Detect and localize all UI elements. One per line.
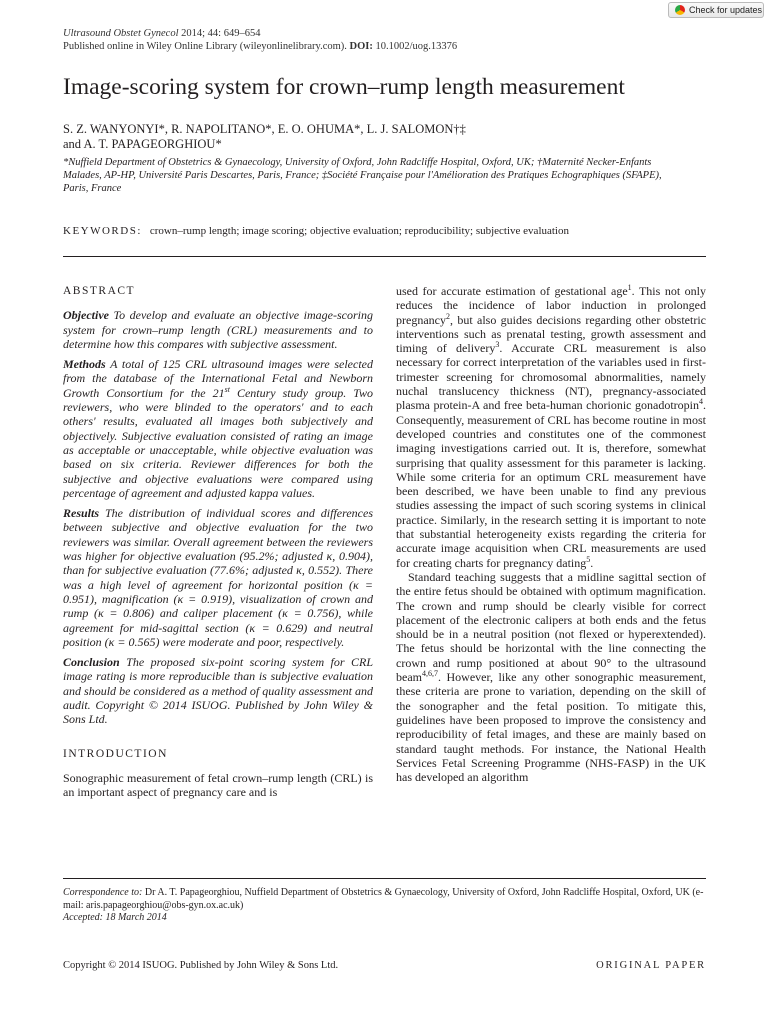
citation-ref-4-6-7[interactable]: 4,6,7 <box>422 669 438 679</box>
methods-superscript: st <box>224 384 230 394</box>
citation-ref-5[interactable]: 5 <box>586 554 591 564</box>
abstract-heading: ABSTRACT <box>63 285 136 297</box>
p1-text-e: . Consequently, measurement of CRL has become routine in most developed countries and constitutes one of the commonest imaging investigations carried out. It is, therefore, somewhat surprising that quality assessment for this parameter is lacking. While some criteria for an optimum CRL measurement have been described, we have been unable to find any previous studies assessing the impact of such scoring systems in clinical practice. Similarly, in the research setting it is important to note that substantial heterogeneity exists regarding the criteria for accurate image acquisition when CRL measurements are used for creating charts for pregnancy dating <box>396 398 706 570</box>
results-label: Results <box>63 506 100 521</box>
doi-link[interactable]: 10.1002/uog.13376 <box>372 41 458 52</box>
header-divider <box>63 256 706 257</box>
abstract-conclusion <box>63 655 373 726</box>
correspondence-note <box>63 887 708 925</box>
p1-text-f: . <box>590 555 594 570</box>
citation-ref-3[interactable]: 3 <box>495 340 500 350</box>
author-list <box>63 122 466 152</box>
correspondence-label: Correspondence to: <box>63 887 143 898</box>
check-for-updates-label: Check for updates <box>689 5 763 15</box>
accepted-date: Accepted: 18 March 2014 <box>63 912 167 923</box>
correspondence-text: Dr A. T. Papageorghiou, Nuffield Department of Obstetrics & Gynaecology, University of Oxford, John Radcliffe Hospital, Oxford, UK (e-mail: aris.papageorghiou@obs-gyn.ox.ac.uk) <box>63 887 704 911</box>
p1-text-a: used for accurate estimation of gestational age <box>396 284 628 298</box>
citation-ref-1[interactable]: 1 <box>627 283 632 292</box>
authors-line-1: S. Z. WANYONYI*, R. NAPOLITANO*, E. O. OHUMA*, L. J. SALOMON†‡ <box>63 122 466 136</box>
correspondence-block <box>63 887 708 912</box>
paper-type-label: ORIGINAL PAPER <box>596 960 706 971</box>
journal-citation <box>63 27 260 40</box>
citation-ref-4[interactable]: 4 <box>699 397 703 407</box>
abstract-results <box>63 506 373 649</box>
p2-text-a: Standard teaching suggests that a midline sagittal section of the entire fetus should be obtained with optimum magnification. The crown and rump should be clearly visible for correct placement of the electronic calipers at both ends and the fetus should be in a neutral position (not flexed or hyperextended). The fetus should be horizontal with the line connecting the crown and rump positioned at about 90° to the ultrasound beam <box>396 569 706 685</box>
copyright-footer: Copyright © 2014 ISUOG. Published by John Wiley & Sons Ltd. <box>63 960 339 971</box>
p2-text-b: . However, like any other sonographic measurement, these criteria are prone to variation, depending on the skill of the sonographer and the fetal position. To mitigate this, guidelines have been proposed to improve the consistency and reproducibility of fetal images, and these are mainly based on standard taught methods. For instance, the National Health Services Fetal Screening Programme (NHS-FASP) in the UK has developed an algorithm <box>396 670 706 785</box>
keywords-label: KEYWORDS: <box>63 225 142 237</box>
left-column <box>63 284 373 806</box>
doi-label: DOI: <box>349 41 373 52</box>
intro-paragraph-2 <box>396 570 706 784</box>
keywords-list: crown–rump length; image scoring; objective evaluation; reproducibility; subjective evaluation <box>149 225 569 237</box>
citation-ref-2[interactable]: 2 <box>445 311 450 321</box>
keywords-line <box>63 224 723 238</box>
conclusion-text: The proposed six-point scoring system for CRL image rating is more reproducible than is subjective evaluation and should be considered as a method of quality assessment and audit. Copyright © 2014 ISUOG. Published by John Wiley & Sons Ltd. <box>63 655 373 727</box>
right-column <box>396 284 706 790</box>
check-for-updates-button[interactable] <box>668 2 764 18</box>
abstract-methods <box>63 357 373 500</box>
journal-name: Ultrasound Obstet Gynecol <box>63 28 179 39</box>
p1-text-b: . This not only reduces the incidence of labor induction in prolonged pregnancy <box>396 284 706 327</box>
published-online: Published online in Wiley Online Library (wileyonlinelibrary.com). <box>63 41 350 52</box>
abstract-objective <box>63 308 373 351</box>
introduction-paragraph: Sonographic measurement of fetal crown–rump length (CRL) is an important aspect of pregnancy care and is <box>63 770 373 800</box>
authors-line-2: and A. T. PAPAGEORGHIOU* <box>63 137 222 151</box>
results-text: The distribution of individual scores and differences between subjective and objective evaluation for the two reviewers was similar. Overall agreement between the reviewers was higher for objective evaluation (95.2%; adjusted κ, 0.904), than for subjective evaluation (77.6%; adjusted κ, 0.552). There was a high level of agreement for horizontal position (κ = 0.951), magnification (κ = 0.919), visualization of crown and rump (κ = 0.806) and caliper placement (κ = 0.756), while agreement for mid-sagittal section (κ = 0.629) and neutral position (κ = 0.565) were moderate and poor, respectively. <box>63 506 373 649</box>
intro-paragraph-1 <box>396 284 706 570</box>
methods-text-b: Century study group. Two reviewers, who were blinded to the operators' and to each others' results, evaluated all images both subjectively and objectively. Subjective evaluation consisted of rating an image as acceptable or unacceptable, while objective evaluation was based on six criteria. Reviewer differences for both the subjective and objective evaluations were compared using percentage of agreement and adjusted kappa values. <box>63 385 373 500</box>
article-title: Image-scoring system for crown–rump length measurement <box>63 74 625 100</box>
publication-line <box>63 40 457 53</box>
methods-text-a: A total of 125 CRL ultrasound images were selected from the database of the International Fetal and Newborn Growth Consortium for the 21 <box>63 357 373 400</box>
citation-detail: 2014; 44: 649–654 <box>178 28 261 39</box>
objective-label: Objective <box>63 308 109 323</box>
crossmark-icon <box>675 5 685 15</box>
objective-text: To develop and evaluate an objective image-scoring system for crown–rump length (CRL) measurements and to determine how this compares with subjective assessment. <box>63 308 373 351</box>
p1-text-c: , but also guides decisions regarding other obstetric interventions such as prenatal testing, growth assessment and timing of delivery <box>396 312 706 356</box>
p1-text-d: . Accurate CRL measurement is also necessary for correct interpretation of the variables used in first-trimester screening for chromosomal abnormalities, namely nuchal translucency thickness (NT), pregnancy-associated plasma protein-A and free beta-human chorionic gonadotropin <box>396 341 706 413</box>
conclusion-label: Conclusion <box>63 655 120 670</box>
affiliations: *Nuffield Department of Obstetrics & Gynaecology, University of Oxford, John Radcliffe Hospital, Oxford, UK; †Maternité Necker-Enfants Malades, AP-HP, Université Paris Descartes, Paris, France; ‡Société Française pour l'Amélioration des Pratiques Echographiques (SFAPE), Paris, France <box>63 157 662 194</box>
footer-divider <box>63 878 706 879</box>
introduction-heading: INTRODUCTION <box>63 747 168 760</box>
methods-label: Methods <box>63 357 106 372</box>
